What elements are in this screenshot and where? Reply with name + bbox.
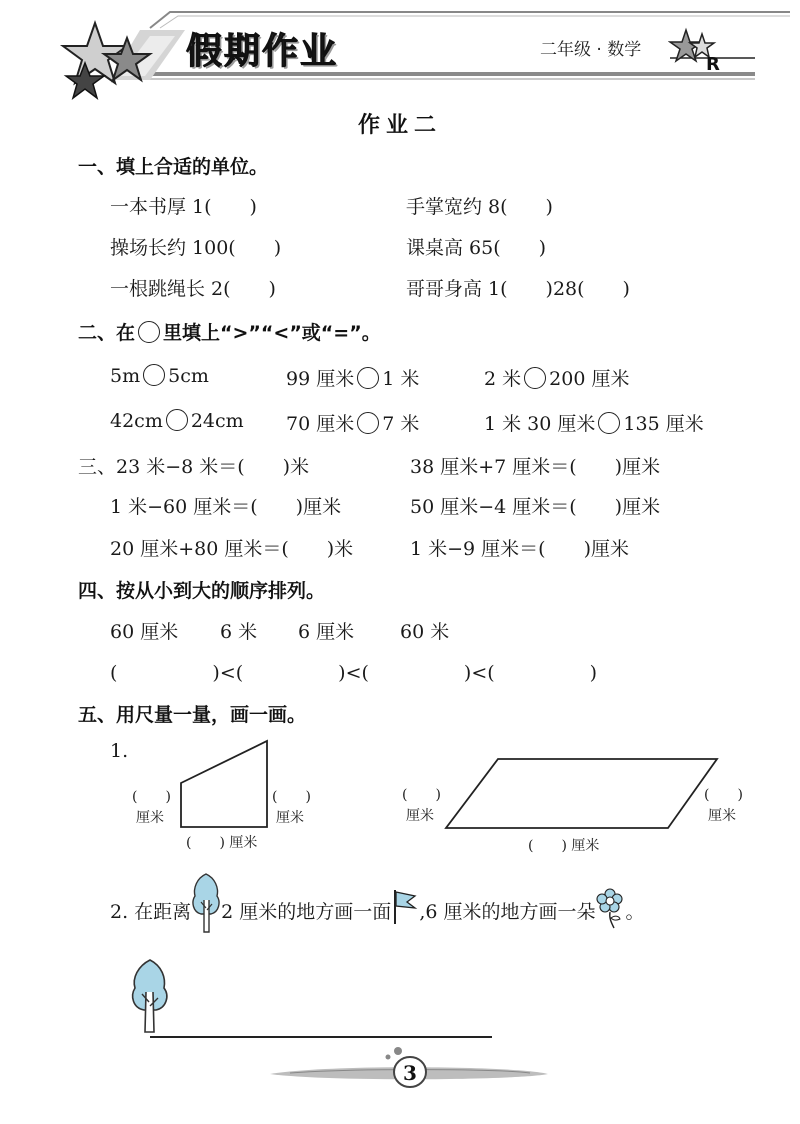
section1-item: 手掌宽约 8( ): [406, 196, 553, 218]
q2-text: ,6 厘米的地方画一朵: [419, 901, 596, 923]
question2-line: [110, 870, 645, 940]
comparison-right: 200 厘米: [549, 368, 630, 390]
measure-blank: ( ): [704, 787, 743, 803]
order-value: 60 米: [400, 621, 450, 643]
tree-icon: [191, 870, 221, 936]
page-number: 3: [403, 1061, 417, 1085]
page-footer: [0, 1040, 800, 1100]
section1-item: 操场长约 100( ): [110, 237, 282, 259]
measure-unit: 厘米: [276, 810, 304, 826]
comparison-left: 2 米: [484, 368, 522, 390]
brand-title: 假期作业: [186, 31, 339, 72]
comparison-right: 1 米: [382, 368, 420, 390]
section1-item: 一本书厚 1( ): [110, 196, 257, 218]
question1-label: 1.: [110, 740, 129, 762]
measure-blank-bottom: ( ) 厘米: [186, 835, 258, 851]
q2-text: 2 厘米的地方画一面: [221, 901, 392, 923]
drawing-line: [150, 1036, 492, 1038]
section3-item: 1 米−60 厘米＝( )厘米: [110, 496, 342, 518]
q2-text: 。: [625, 901, 645, 923]
section1-item: 一根跳绳长 2( ): [110, 278, 276, 300]
section3-item: 三、23 米−8 米＝( )米: [78, 456, 310, 478]
section1-heading: 一、填上合适的单位。: [78, 156, 269, 178]
measure-blank: ( ): [402, 787, 441, 803]
section3-item: 20 厘米+80 厘米＝( )米: [110, 538, 354, 560]
comparison-right: 24cm: [190, 410, 244, 432]
comparison-left: 5m: [110, 365, 141, 387]
section3-item: 1 米−9 厘米＝( )厘米: [410, 538, 630, 560]
flower-icon: [595, 886, 625, 930]
measure-blank: ( ): [132, 789, 171, 805]
document-title: 作业二: [357, 113, 442, 138]
comparison-right: 5cm: [168, 365, 209, 387]
flag-icon: [391, 886, 419, 926]
section2-heading-prefix: 二、在: [78, 322, 136, 344]
order-blank-row: ( )<( )<( )<( ): [110, 662, 598, 684]
order-value: 6 米: [220, 621, 258, 643]
q2-text: 2. 在距离: [110, 901, 192, 923]
grade-label: 二年级 · 数学: [540, 40, 642, 60]
measure-blank: ( ): [272, 789, 311, 805]
measure-unit: 厘米: [406, 808, 434, 824]
comparison-left: 1 米 30 厘米: [484, 413, 596, 435]
measure-unit: 厘米: [136, 810, 164, 826]
measure-blank-bottom: ( ) 厘米: [528, 838, 600, 854]
comparison-left: 70 厘米: [286, 413, 355, 435]
section1-item: 课桌高 65( ): [406, 237, 547, 259]
parallelogram-figure: [446, 759, 717, 828]
comparison-left: 42cm: [110, 410, 163, 432]
comparison-left: 99 厘米: [286, 368, 355, 390]
section4-heading: 四、按从小到大的顺序排列。: [78, 580, 326, 602]
section1-item: 哥哥身高 1( )28( ): [406, 278, 630, 300]
section5-heading: 五、用尺量一量，画一画。: [78, 704, 307, 726]
comparison-right: 135 厘米: [623, 413, 704, 435]
edition-badge: R: [706, 54, 720, 75]
measure-unit: 厘米: [708, 808, 736, 824]
section3-item: 38 厘米+7 厘米＝( )厘米: [410, 456, 661, 478]
section3-item: 50 厘米−4 厘米＝( )厘米: [410, 496, 661, 518]
trapezoid-figure: [181, 741, 267, 827]
tree-icon: [128, 956, 174, 1038]
section2-heading-suffix: 里填上“>”“<”或“=”。: [163, 322, 381, 344]
comparison-right: 7 米: [382, 413, 420, 435]
order-value: 60 厘米: [110, 621, 179, 643]
order-value: 6 厘米: [298, 621, 355, 643]
